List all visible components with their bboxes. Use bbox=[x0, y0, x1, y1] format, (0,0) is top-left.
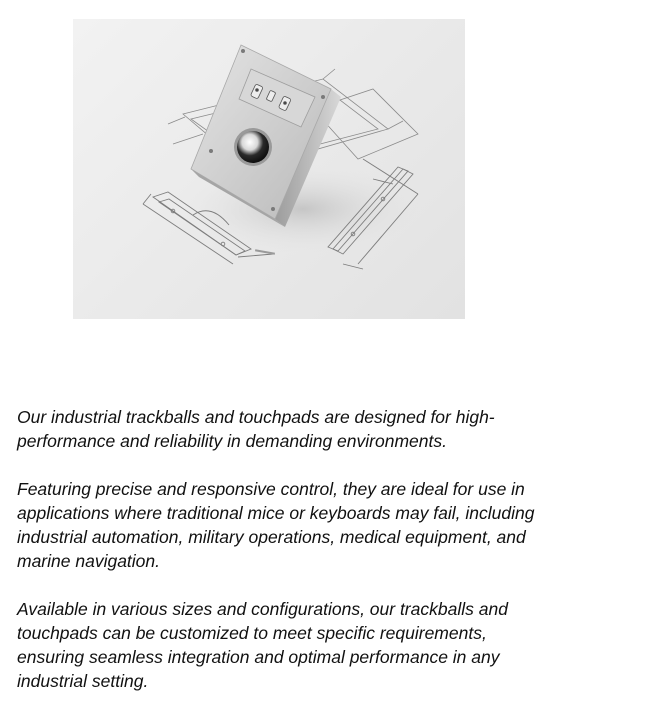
paragraph-line: Featuring precise and responsive control, they are ideal for use in bbox=[17, 479, 525, 499]
paragraph-line: applications where traditional mice or keyboards may fail, including bbox=[17, 503, 535, 523]
paragraph-line: ensuring seamless integration and optimal performance in any bbox=[17, 647, 500, 667]
description-text bbox=[17, 405, 607, 693]
paragraph-line: industrial setting. bbox=[17, 671, 149, 691]
paragraph-intro bbox=[17, 405, 607, 453]
product-image bbox=[73, 19, 465, 319]
paragraph-line: marine navigation. bbox=[17, 551, 160, 571]
paragraph-line: industrial automation, military operations, medical equipment, and bbox=[17, 527, 526, 547]
paragraph-line: touchpads can be customized to meet specific requirements, bbox=[17, 623, 487, 643]
paragraph-line: Our industrial trackballs and touchpads are designed for high- bbox=[17, 407, 495, 427]
paragraph-line: Available in various sizes and configurations, our trackballs and bbox=[17, 599, 508, 619]
paragraph-line: performance and reliability in demanding environments. bbox=[17, 431, 447, 451]
paragraph-features bbox=[17, 477, 607, 573]
trackball bbox=[237, 131, 269, 163]
paragraph-customization bbox=[17, 597, 607, 693]
trackball-module-illustration bbox=[73, 19, 465, 319]
